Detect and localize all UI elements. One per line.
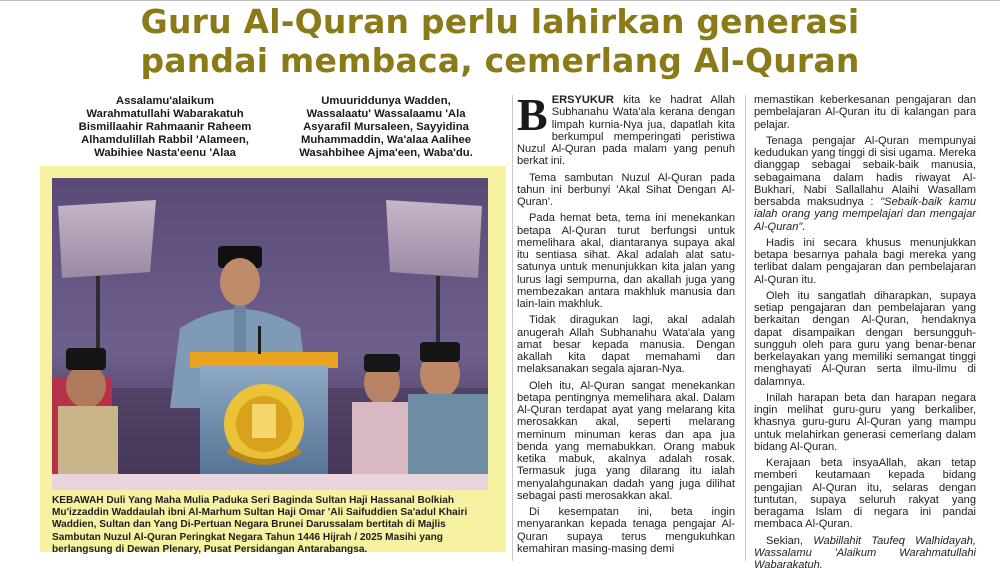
- hadith-quote: "Sebaik-baik kamu ialah orang yang mempelajari dan mengajar Al-Quran".: [754, 196, 976, 233]
- paragraph: Tidak diragukan lagi, akal adalah anugerah Allah Subhanahu Wata'ala yang amat besar kepada manusia. Dengan akallah kita dapat memahami dan melaksanakan segala ajaran-Nya.: [517, 314, 735, 376]
- paragraph: Inilah harapan beta dan harapan negara ingin melihat guru-guru yang berkaliber, khasnya guru-guru Al-Quran yang mampu untuk melahirkan generasi cemerlang dalam bidang Al-Quran.: [754, 391, 976, 453]
- salutation-line: Umuuriddunya Wadden,: [321, 95, 451, 107]
- paragraph: Pada hemat beta, tema ini menekankan betapa Al-Quran turut berfungsi untuk memelihara akal, diantaranya supaya akal itu sentiasa sihat. Akal adalah alat satu-satunya untuk menunjukkan kita jalan yang lurus lagi sempurna, dan akallah juga yang membezakan antara makhluk manusia dan lain-lain makhluk.: [517, 212, 735, 310]
- lead-text: kita ke hadrat Allah Subhanahu Wata'ala kerana dengan limpah kurnia-Nya jua, dapatlah kita berkumpul memperingati peristiwa Nuzul Al-Quran pada malam yang penuh berkat ini.: [517, 94, 735, 168]
- salutation-line: Wabihiee Nasta'eenu 'Alaa: [94, 147, 236, 159]
- column-divider: [512, 95, 513, 561]
- salutation-line: Assalamu'alaikum: [115, 95, 215, 107]
- hadith-intro: Tenaga pengajar Al-Quran mempunyai kedudukan yang tinggi di sisi ugama. Mereka dianggap sebagai sebaik-baik manusia, sebagaimana dalam hadis riwayat Al-Bukhari, Nabi Sallallahu Alaihi Wasallam bersabda maksudnya :: [754, 134, 977, 208]
- salutation-right: [266, 95, 506, 160]
- salutation-line: Alhamdulillah Rabbil 'Alameen,: [81, 134, 249, 146]
- lead-in: ERSYUKUR: [551, 94, 614, 106]
- top-rule: [0, 0, 1000, 1]
- salutation-left: [40, 95, 290, 160]
- salutation-line: Warahmatullahi Wabarakatuh: [86, 108, 244, 120]
- salutation-line: Wasahbihee Ajma'een, Waba'du.: [299, 147, 473, 159]
- salutation-line: Asyarafil Mursaleen, Sayyidina: [303, 121, 469, 133]
- photo-caption: KEBAWAH Duli Yang Maha Mulia Paduka Seri Baginda Sultan Haji Hassanal Bolkiah Mu'izzaddin Waddaulah ibni Al-Marhum Sultan Haji Omar 'Ali Saifuddien Sa'adul Khairi Waddien, Sultan dan Yang Di-Pertuan Negara Brunei Darussalam bertitah di Majlis Sambutan Nuzul Al-Quran Peringkat Negara Tahun 1446 Hijrah / 2025 Masihi yang berlangsung di Dewan Plenary, Pusat Persidangan Antarabangsa.: [52, 495, 468, 555]
- headline-line-2: pandai membaca, cemerlang Al-Quran: [140, 41, 860, 80]
- closing-italic: Wabillahit Taufeq Walhidayah, Wassalamu 'Alaikum Warahmatullahi Wabarakatuh.: [754, 534, 976, 571]
- paragraph: Di kesempatan ini, beta ingin menyarankan kepada tenaga pengajar Al-Quran supaya terus mengukuhkan kemahiran masing-masing demi: [517, 506, 735, 555]
- paragraph: Tema sambutan Nuzul Al-Quran pada tahun ini berbunyi 'Akal Sihat Dengan Al-Quran'.: [517, 171, 735, 208]
- salutation-line: Muhammaddin, Wa'alaa Aalihee: [300, 134, 472, 146]
- paragraph-hadith: [754, 135, 976, 233]
- salutation-line: Bismillaahir Rahmaanir Raheem: [78, 121, 252, 133]
- headline-line-1: Guru Al-Quran perlu lahirkan generasi: [140, 2, 860, 41]
- article-column-1: [517, 89, 735, 559]
- column-divider: [745, 95, 746, 561]
- photo-box: [40, 166, 506, 555]
- paragraph: Hadis ini secara khusus menunjukkan betapa besarnya pahala bagi mereka yang terlibat dalam pengajaran dan pembelajaran Al-Quran itu.: [754, 236, 976, 286]
- closing-text: Sekian,: [766, 534, 814, 547]
- dropcap: B: [517, 89, 548, 140]
- paragraph: Kerajaan beta insyaAllah, akan tetap memberi keutamaan kepada bidang pengajian Al-Quran itu, selaras dengan tuntutan, supaya seluruh rakyat yang beragama Islam di negara ini pandai membaca Al-Quran.: [754, 457, 976, 531]
- sultan-speech-photo: [52, 178, 488, 490]
- paragraph: Oleh itu sangatlah diharapkan, supaya setiap pengajaran dan pembelajaran yang berkaitan dengan Al-Quran, hendaknya dapat disampaikan dengan bersungguh-sungguh oleh para guru yang benar-benar berkelayakan yang memiliki semangat tinggi menghayati Al-Quran serta ilmu-ilmu di dalamnya.: [754, 289, 976, 388]
- salutation-line: Wassalaatu' Wassalaamu 'Ala: [306, 108, 466, 120]
- article-column-2: [754, 94, 976, 575]
- headline: [0, 2, 1000, 80]
- lead-paragraph: [517, 89, 735, 168]
- paragraph: Oleh itu, Al-Quran sangat menekankan betapa pentingnya memelihara akal. Dalam Al-Quran terdapat ayat yang melarang kita merosakkan akal, seperti melarang meminum minuman keras dan apa jua benda yang memabukkan. Orang mabuk ketika mabuk, akalnya adalah rosak. Termasuk juga yang dilarang itu ialah menyalahgunakan dadah yang juga dilihat sebagai pasti merosakkan akal.: [517, 379, 735, 502]
- paragraph: memastikan keberkesanan pengajaran dan pembelajaran Al-Quran itu di kalangan para pelajar.: [754, 94, 976, 131]
